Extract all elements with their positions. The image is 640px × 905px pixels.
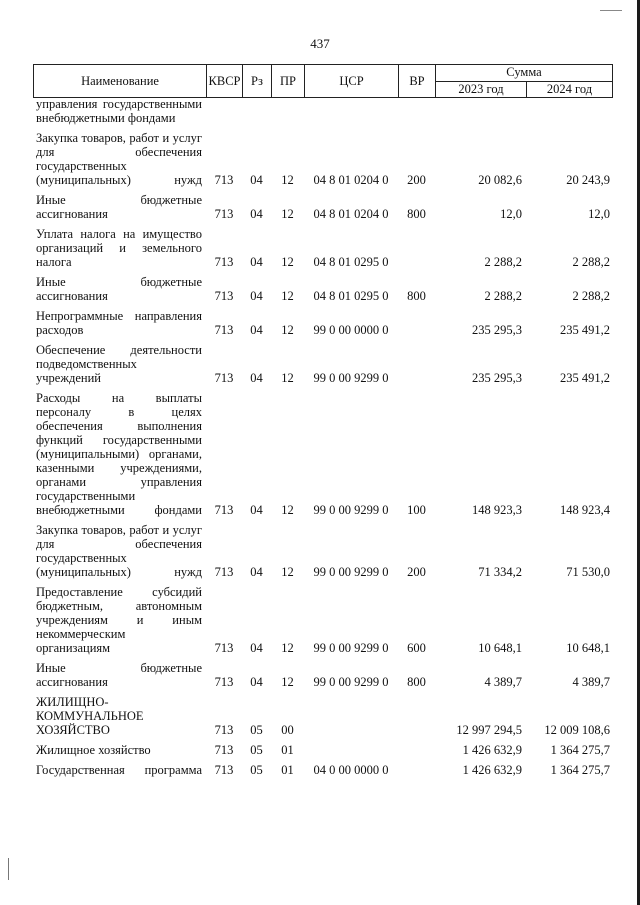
row-rz: 04 [250, 207, 263, 221]
row-csr: 04 8 01 0204 0 [313, 173, 389, 187]
table-row [33, 523, 612, 585]
row-name: Уплата налога на имущество организаций и земельного налога [36, 227, 202, 269]
row-name: Предоставление субсидий бюджетным, автономным учреждениям и иным некоммерческим организациям [36, 585, 202, 655]
row-vr [398, 763, 435, 783]
row-rz: 04 [250, 675, 263, 689]
row-csr: 99 0 00 9299 0 [313, 675, 389, 689]
row-pr: 12 [281, 173, 294, 187]
row-pr: 12 [281, 371, 294, 385]
row-sum-2024: 71 530,0 [566, 565, 610, 579]
table-row [33, 97, 612, 131]
row-kvsr: 713 [214, 641, 234, 655]
page-number: 437 [310, 36, 330, 51]
row-sum-2024: 10 648,1 [566, 641, 610, 655]
row-kvsr: 713 [214, 207, 234, 221]
row-sum-2024: 2 288,2 [572, 255, 610, 269]
row-name: ЖИЛИЩНО-КОММУНАЛЬНОЕ ХОЗЯЙСТВО [36, 695, 144, 737]
row-vr [398, 695, 435, 743]
table-row [33, 661, 612, 695]
row-sum-2023: 12 997 294,5 [456, 723, 522, 737]
scan-mark-top [600, 10, 622, 11]
table-row [33, 695, 612, 743]
header-csr: ЦСР [305, 65, 399, 98]
row-kvsr [206, 97, 242, 131]
row-sum-2023: 2 288,2 [484, 255, 522, 269]
row-sum-2023: 1 426 632,9 [462, 743, 522, 757]
row-rz: 04 [250, 289, 263, 303]
row-sum-2024: 20 243,9 [566, 173, 610, 187]
row-kvsr: 713 [214, 173, 234, 187]
row-name: Жилищное хозяйство [36, 743, 151, 757]
row-csr: 04 8 01 0204 0 [313, 207, 389, 221]
row-pr: 12 [281, 641, 294, 655]
row-sum-2024: 1 364 275,7 [550, 763, 610, 777]
row-kvsr: 713 [214, 763, 234, 777]
row-csr: 99 0 00 9299 0 [313, 641, 389, 655]
row-sum-2023: 1 426 632,9 [462, 763, 522, 777]
row-pr: 12 [281, 255, 294, 269]
row-vr: 200 [407, 565, 426, 579]
row-vr: 800 [407, 675, 426, 689]
row-csr: 99 0 00 0000 0 [313, 323, 389, 337]
header-year-2023: 2023 год [436, 81, 527, 98]
row-sum-2024: 2 288,2 [572, 289, 610, 303]
row-name: Расходы на выплаты персоналу в целях обеспечения выполнения функций государственными (муниципальными) органами, казенными учреждениями, органами управления государственными внебюджетными фондами [36, 391, 202, 517]
row-csr: 04 8 01 0295 0 [313, 289, 389, 303]
row-kvsr: 713 [214, 565, 234, 579]
table-row [33, 391, 612, 523]
row-pr: 12 [281, 675, 294, 689]
table-row [33, 343, 612, 391]
row-sum-2023: 20 082,6 [478, 173, 522, 187]
row-csr [304, 97, 398, 131]
row-sum-2024 [526, 97, 612, 131]
row-rz: 04 [250, 371, 263, 385]
table-row [33, 763, 612, 783]
row-kvsr: 713 [214, 371, 234, 385]
row-name: Непрограммные направления расходов [36, 309, 202, 337]
row-sum-2023 [435, 97, 526, 131]
row-pr: 12 [281, 289, 294, 303]
row-sum-2023: 148 923,3 [472, 503, 522, 517]
row-rz [242, 97, 271, 131]
row-csr: 04 0 00 0000 0 [313, 763, 389, 777]
row-sum-2024: 4 389,7 [572, 675, 610, 689]
row-vr: 600 [407, 641, 426, 655]
row-sum-2023: 71 334,2 [478, 565, 522, 579]
row-vr [398, 97, 435, 131]
row-name: Иные бюджетные ассигнования [36, 275, 202, 303]
row-sum-2024: 148 923,4 [560, 503, 610, 517]
row-sum-2023: 12,0 [500, 207, 522, 221]
header-sum: Сумма [436, 65, 613, 82]
header-name: Наименование [34, 65, 207, 98]
row-pr: 12 [281, 503, 294, 517]
table-row [33, 193, 612, 227]
row-pr: 12 [281, 565, 294, 579]
row-rz: 04 [250, 565, 263, 579]
row-kvsr: 713 [214, 743, 234, 757]
row-vr [398, 343, 435, 391]
row-rz: 04 [250, 503, 263, 517]
row-sum-2023: 4 389,7 [484, 675, 522, 689]
row-vr: 200 [407, 173, 426, 187]
row-pr: 12 [281, 323, 294, 337]
row-sum-2023: 2 288,2 [484, 289, 522, 303]
row-rz: 05 [250, 743, 263, 757]
row-sum-2024: 12,0 [588, 207, 610, 221]
row-pr [271, 97, 304, 131]
row-pr: 12 [281, 207, 294, 221]
row-kvsr: 713 [214, 675, 234, 689]
row-name: Обеспечение деятельности подведомственных учреждений [36, 343, 202, 385]
header-pr: ПР [272, 65, 305, 98]
row-rz: 04 [250, 173, 263, 187]
row-rz: 05 [250, 723, 263, 737]
table-row [33, 275, 612, 309]
row-name: Закупка товаров, работ и услуг для обеспечения государственных (муниципальных) нужд [36, 523, 202, 579]
row-kvsr: 713 [214, 323, 234, 337]
budget-table [33, 97, 612, 783]
row-csr: 04 8 01 0295 0 [313, 255, 389, 269]
row-kvsr: 713 [214, 723, 234, 737]
header-year-2024: 2024 год [527, 81, 613, 98]
row-vr [398, 309, 435, 343]
table-row [33, 131, 612, 193]
row-rz: 04 [250, 323, 263, 337]
row-pr: 01 [281, 743, 294, 757]
scan-mark [8, 858, 9, 880]
row-sum-2023: 10 648,1 [478, 641, 522, 655]
table-row [33, 585, 612, 661]
row-csr: 99 0 00 9299 0 [313, 371, 389, 385]
row-rz: 05 [250, 763, 263, 777]
row-sum-2023: 235 295,3 [472, 323, 522, 337]
row-sum-2024: 235 491,2 [560, 371, 610, 385]
header-rz: Рз [243, 65, 272, 98]
row-csr [304, 743, 398, 763]
row-pr: 00 [281, 723, 294, 737]
row-vr [398, 227, 435, 275]
table-row [33, 743, 612, 763]
row-csr: 99 0 00 9299 0 [313, 565, 389, 579]
table-row [33, 227, 612, 275]
table-row [33, 309, 612, 343]
row-name: управления государственными внебюджетными фондами [36, 97, 202, 125]
header-kvsr: КВСР [207, 65, 243, 98]
row-vr [398, 743, 435, 763]
row-name: Иные бюджетные ассигнования [36, 193, 202, 221]
row-vr: 100 [407, 503, 426, 517]
row-sum-2024: 235 491,2 [560, 323, 610, 337]
table-header [33, 64, 613, 98]
row-vr: 800 [407, 207, 426, 221]
row-sum-2023: 235 295,3 [472, 371, 522, 385]
row-name: Закупка товаров, работ и услуг для обеспечения государственных (муниципальных) нужд [36, 131, 202, 187]
row-name: Государственная программа [36, 763, 202, 777]
row-csr [304, 695, 398, 743]
row-sum-2024: 12 009 108,6 [544, 723, 610, 737]
row-vr: 800 [407, 289, 426, 303]
row-kvsr: 713 [214, 255, 234, 269]
row-rz: 04 [250, 255, 263, 269]
row-sum-2024: 1 364 275,7 [550, 743, 610, 757]
header-vr: ВР [399, 65, 436, 98]
row-csr: 99 0 00 9299 0 [313, 503, 389, 517]
row-name: Иные бюджетные ассигнования [36, 661, 202, 689]
row-kvsr: 713 [214, 289, 234, 303]
row-rz: 04 [250, 641, 263, 655]
row-kvsr: 713 [214, 503, 234, 517]
row-pr: 01 [281, 763, 294, 777]
